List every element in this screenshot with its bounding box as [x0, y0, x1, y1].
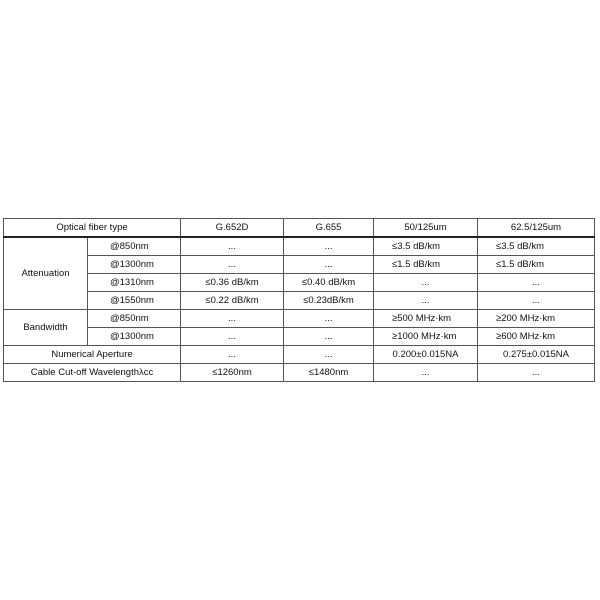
header-62-5-125: 62.5/125um — [478, 219, 595, 238]
value-cell: ≥600 MHz·km — [478, 328, 595, 346]
bandwidth-label: Bandwidth — [4, 310, 88, 346]
table-header-row — [4, 219, 595, 238]
value-cell: ... — [181, 328, 284, 346]
value-cell: ... — [374, 292, 478, 310]
fiber-spec-table — [3, 218, 595, 382]
value-cell: 0.275±0.015NA — [478, 346, 595, 364]
value-cell: ≤0.23dB/km — [284, 292, 374, 310]
wavelength-cell: @1310nm — [88, 274, 181, 292]
wavelength-cell: @1300nm — [88, 256, 181, 274]
table-row — [4, 292, 595, 310]
value-cell: ... — [478, 292, 595, 310]
numerical-aperture-label: Numerical Aperture — [4, 346, 181, 364]
value-cell: ≤1.5 dB/km — [374, 256, 478, 274]
header-g652d: G.652D — [181, 219, 284, 238]
wavelength-cell: @1300nm — [88, 328, 181, 346]
table-row — [4, 328, 595, 346]
value-cell: ≤0.22 dB/km — [181, 292, 284, 310]
value-cell: ... — [284, 256, 374, 274]
wavelength-cell: @850nm — [88, 237, 181, 256]
table-row — [4, 274, 595, 292]
table-row — [4, 364, 595, 382]
value-cell: ≤1.5 dB/km — [478, 256, 595, 274]
wavelength-cell: @1550nm — [88, 292, 181, 310]
value-cell: ≥500 MHz·km — [374, 310, 478, 328]
value-cell: ... — [374, 364, 478, 382]
header-fiber-type: Optical fiber type — [4, 219, 181, 238]
value-cell: ≥200 MHz·km — [478, 310, 595, 328]
header-g655: G.655 — [284, 219, 374, 238]
cutoff-wavelength-label: Cable Cut-off Wavelengthλcc — [4, 364, 181, 382]
value-cell: ... — [284, 346, 374, 364]
table-row — [4, 346, 595, 364]
value-cell: ... — [374, 274, 478, 292]
value-cell: 0.200±0.015NA — [374, 346, 478, 364]
value-cell: ≤1480nm — [284, 364, 374, 382]
value-cell: ≤3.5 dB/km — [374, 237, 478, 256]
header-50-125: 50/125um — [374, 219, 478, 238]
wavelength-cell: @850nm — [88, 310, 181, 328]
value-cell: ≤0.40 dB/km — [284, 274, 374, 292]
value-cell: ... — [181, 237, 284, 256]
value-cell: ... — [284, 310, 374, 328]
value-cell: ... — [181, 310, 284, 328]
value-cell: ... — [181, 346, 284, 364]
table-row — [4, 310, 595, 328]
value-cell: ≥1000 MHz·km — [374, 328, 478, 346]
table-row — [4, 237, 595, 256]
value-cell: ≤3.5 dB/km — [478, 237, 595, 256]
value-cell: ... — [478, 364, 595, 382]
value-cell: ... — [181, 256, 284, 274]
attenuation-label: Attenuation — [4, 237, 88, 310]
value-cell: ≤1260nm — [181, 364, 284, 382]
table-row — [4, 256, 595, 274]
value-cell: ... — [284, 237, 374, 256]
value-cell: ... — [478, 274, 595, 292]
value-cell: ... — [284, 328, 374, 346]
value-cell: ≤0.36 dB/km — [181, 274, 284, 292]
